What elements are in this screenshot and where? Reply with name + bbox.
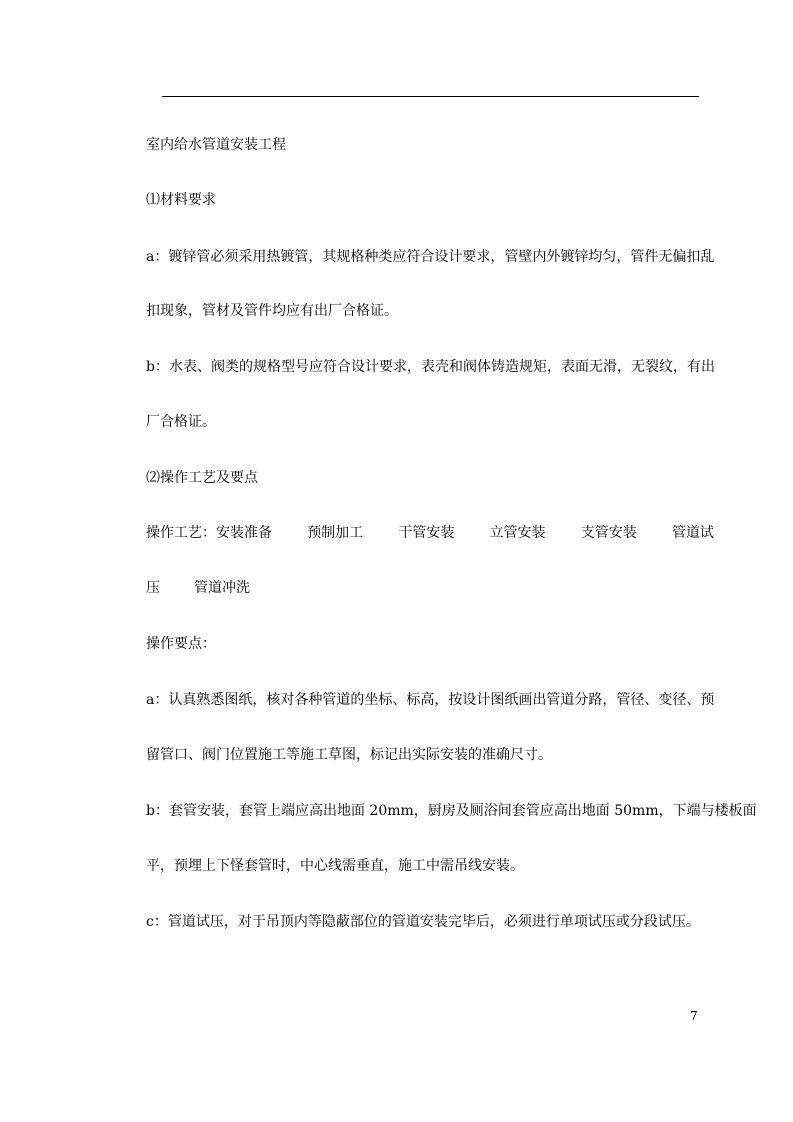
process-step: 干管安装 (398, 525, 455, 541)
header-rule (162, 96, 699, 97)
key-points-heading: 操作要点： (146, 636, 216, 652)
paragraph-point-b-line2: 平，预埋上下怪套管时，中心线需垂直，施工中需吊线安装。 (146, 858, 524, 874)
process-step: 支管安装 (580, 525, 637, 541)
paragraph-point-c-line1: c：管道试压，对于吊顶内等隐蔽部位的管道安装完毕后，必须进行单项试压或分段试压。 (146, 914, 700, 930)
paragraph-point-a-line2: 留管口、阀门位置施工等施工草图，标记出实际安装的准确尺寸。 (146, 747, 552, 763)
process-step: 预制加工 (307, 525, 364, 541)
process-step: 立管安装 (489, 525, 546, 541)
process-step: 管道试 (671, 525, 714, 541)
document-title: 室内给水管道安装工程 (146, 137, 286, 153)
process-step: 压 (146, 580, 160, 596)
paragraph-material-a-line2: 扣现象，管材及管件均应有出厂合格证。 (146, 303, 398, 319)
section-heading-materials: ⑴材料要求 (146, 192, 216, 208)
process-label: 操作工艺：安装准备 (146, 525, 272, 541)
page-number: 7 (690, 1009, 698, 1023)
paragraph-material-b-line2: 厂合格证。 (146, 414, 216, 430)
paragraph-material-b-line1: b：水表、阀类的规格型号应符合设计要求，表壳和阀体铸造规矩，表面无滑，无裂纹，有出 (146, 359, 715, 375)
paragraph-point-b-line1: b：套管安装，套管上端应高出地面 20mm，厨房及厕浴间套管应高出地面 50mm，下端与楼板面 (146, 803, 757, 819)
process-step: 管道冲洗 (194, 580, 250, 596)
section-heading-process: ⑵操作工艺及要点 (146, 470, 258, 486)
paragraph-point-a-line1: a：认真熟悉图纸，核对各种管道的坐标、标高，按设计图纸画出管道分路，管径、变径、预 (146, 692, 715, 708)
paragraph-material-a-line1: a：镀锌管必须采用热镀管，其规格种类应符合设计要求，管壁内外镀锌均匀，管件无偏扣乱 (146, 249, 715, 265)
process-steps-continued (146, 579, 250, 597)
process-steps-row (146, 524, 714, 542)
